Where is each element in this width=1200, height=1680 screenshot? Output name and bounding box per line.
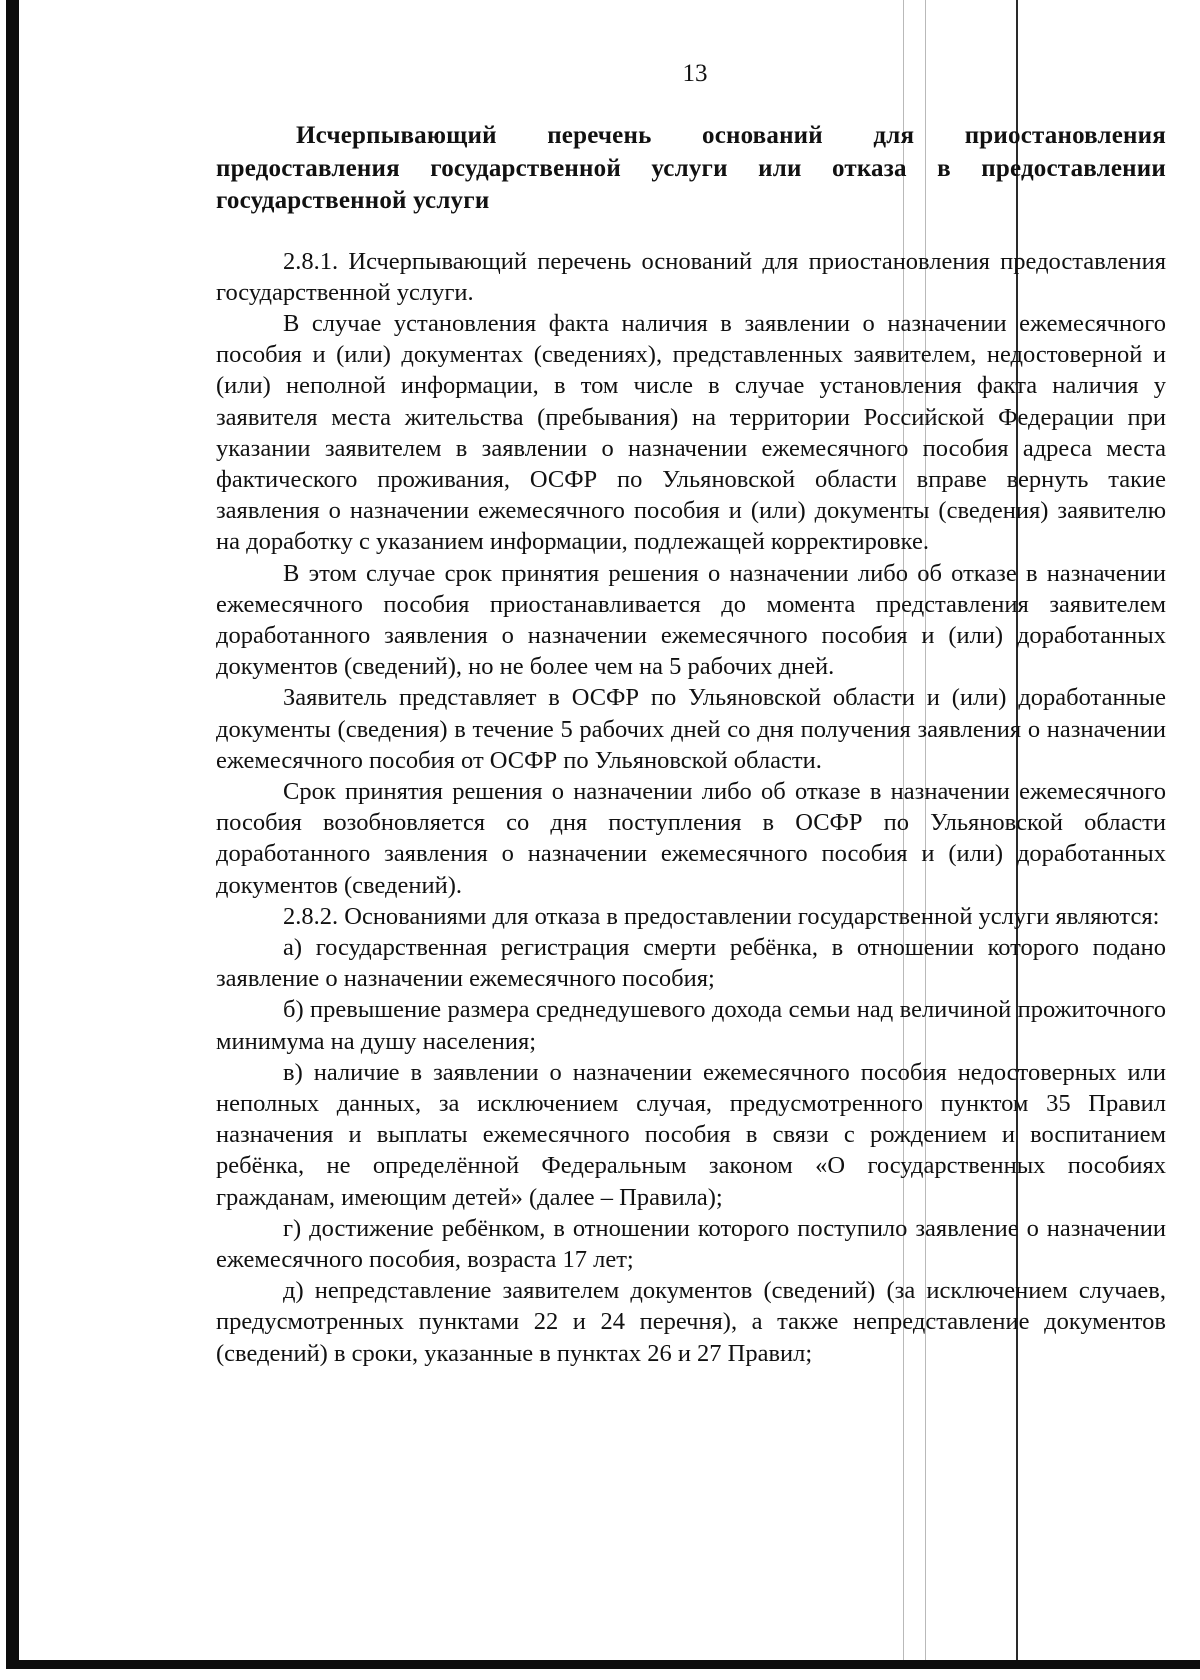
- list-item: а) государственная регистрация смерти ребёнка, в отношении которого подано заявление о назначении ежемесячного пособия;: [216, 933, 1166, 993]
- list-item: г) достижение ребёнком, в отношении которого поступило заявление о назначении ежемесячного пособия, возраста 17 лет;: [216, 1214, 1166, 1273]
- list-item: д) непредставление заявителем документов (сведений) (за исключением случаев, предусмотренных пунктами 22 и 24 перечня), а также непредставление документов (сведений) в сроки, указанные в пунктах 26 и 27 Правил;: [216, 1277, 1166, 1367]
- list-item: б) превышение размера среднедушевого дохода семьи над величиной прожиточного минимума на душу населения;: [216, 996, 1166, 1055]
- scan-border-left: [6, 0, 19, 1668]
- paragraph: Заявитель представляет в ОСФР по Ульяновской области и (или) доработанные документы (сведения) в течение 5 рабочих дней со дня получения заявления о назначении ежемесячного пособия от ОСФР по Ульяновской области.: [216, 684, 1166, 774]
- paragraph: В этом случае срок принятия решения о назначении либо об отказе в назначении ежемесячного пособия приостанавливается до момента представления заявителем доработанного заявления о назначении ежемесячного пособия и (или) доработанных документов (сведений), но не более чем на 5 рабочих дней.: [216, 559, 1166, 681]
- page-number: 13: [682, 60, 708, 87]
- paragraph: Срок принятия решения о назначении либо об отказе в назначении ежемесячного пособия возобновляется со дня поступления в ОСФР по Ульяновской области доработанного заявления о назначении ежемесячного пособия и (или) доработанных документов (сведений).: [216, 777, 1166, 899]
- paragraph: 2.8.2. Основаниями для отказа в предоставлении государственной услуги являются:: [283, 902, 1160, 930]
- document-body: [216, 120, 1166, 1369]
- list-item: в) наличие в заявлении о назначении ежемесячного пособия недостоверных или неполных данных, за исключением случая, предусмотренного пунктом 35 Правил назначения и выплаты ежемесячного пособия в связи с рождением и воспитанием ребёнка, не определённой Федеральным законом «О государственных пособиях гражданам, имеющим детей» (далее – Правила);: [216, 1058, 1166, 1211]
- paragraph: В случае установления факта наличия в заявлении о назначении ежемесячного пособия и (или) документах (сведениях), представленных заявителем, недостоверной и (или) неполной информации, в том числе в случае установления факта наличия у заявителя места жительства (пребывания) на территории Российской Федерации при указании заявителем в заявлении о назначении ежемесячного пособия адреса места фактического проживания, ОСФР по Ульяновской области вправе вернуть такие заявления о назначении ежемесячного пособия и (или) документы (сведения) заявителю на доработку с указанием информации, подлежащей корректировке.: [216, 309, 1166, 556]
- paragraph: 2.8.1. Исчерпывающий перечень оснований для приостановления предоставления государственной услуги.: [216, 247, 1166, 306]
- section-heading: Исчерпывающий перечень оснований для приостановления предоставления государственной услуги или отказа в предоставлении государственной услуги: [216, 122, 1166, 214]
- scan-border-bottom: [6, 1660, 1200, 1669]
